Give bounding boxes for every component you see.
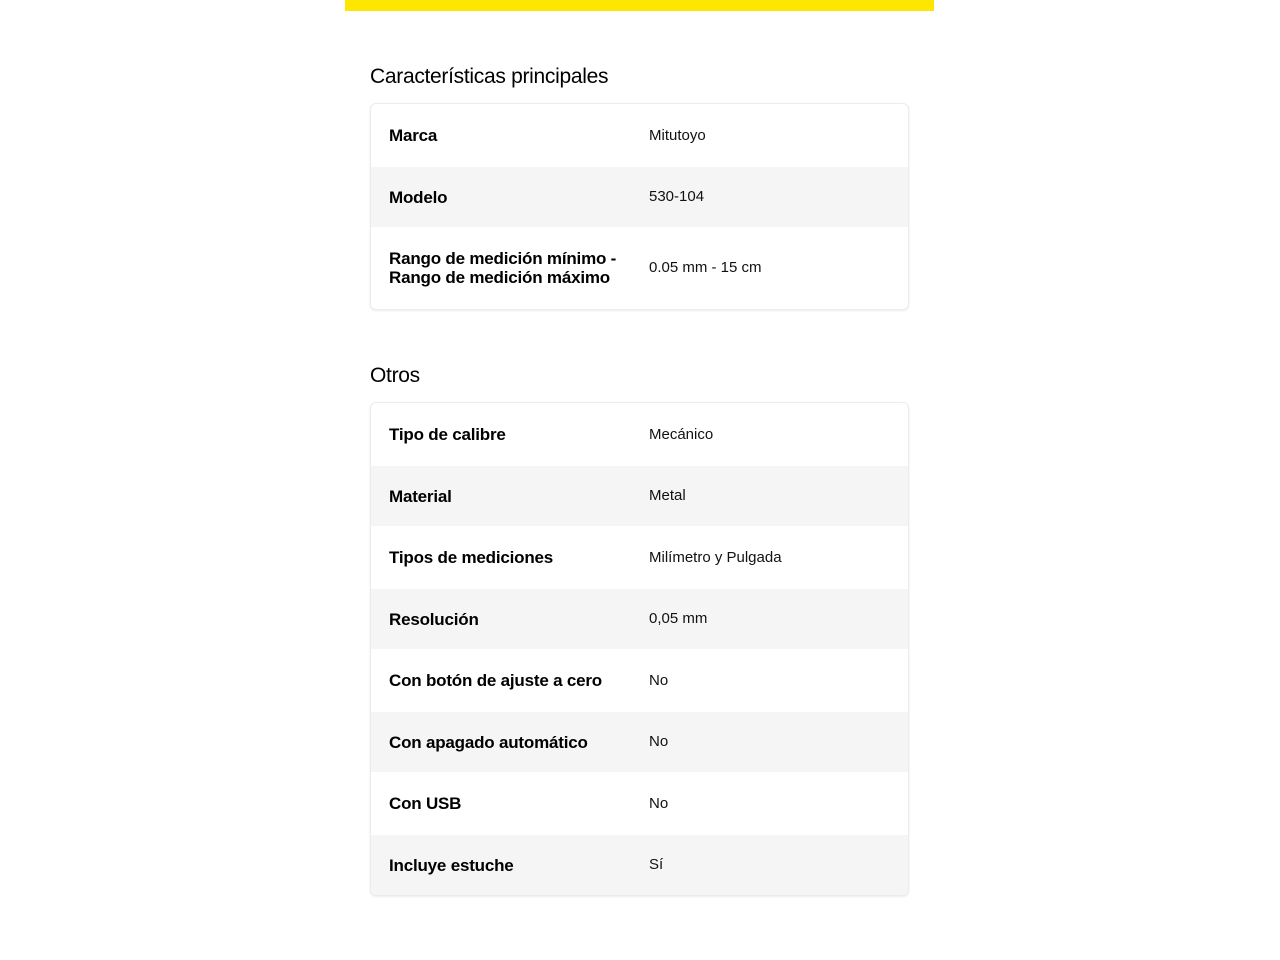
spec-label: Resolución (389, 609, 479, 629)
spec-value: 0,05 mm (649, 610, 708, 627)
spec-value: No (649, 794, 669, 812)
spec-value: Milímetro y Pulgada (649, 548, 782, 566)
table-row (371, 712, 908, 772)
table-row (371, 167, 908, 227)
spec-value: No (649, 671, 669, 689)
main-features-table (370, 103, 909, 310)
spec-label: Modelo (389, 187, 448, 207)
spec-label: Con apagado automático (389, 732, 588, 752)
spec-label: Incluye estuche (389, 855, 514, 875)
table-row (371, 649, 908, 712)
top-accent-bar (345, 0, 934, 11)
table-row (371, 589, 908, 649)
spec-label: Rango de medición mínimo - Rango de medición máximo (389, 249, 617, 287)
spec-label: Con botón de ajuste a cero (389, 671, 602, 690)
spec-label: Material (389, 486, 452, 506)
spec-value: No (649, 733, 669, 750)
spec-value: Mecánico (649, 425, 714, 443)
table-row (371, 835, 908, 895)
spec-value: 530-104 (649, 188, 705, 205)
table-row (371, 104, 908, 167)
spec-value: Sí (649, 856, 664, 873)
section-title-others: Otros (370, 364, 420, 388)
others-table (370, 402, 909, 896)
spec-value: Metal (649, 487, 686, 504)
spec-label: Tipo de calibre (389, 425, 506, 444)
table-row (371, 403, 908, 466)
section-title-main-features: Características principales (370, 65, 609, 89)
table-row (371, 772, 908, 835)
table-row (371, 466, 908, 526)
spec-label: Con USB (389, 794, 462, 813)
spec-label: Marca (389, 126, 438, 145)
table-row (371, 227, 908, 309)
spec-value: Mitutoyo (649, 126, 706, 144)
table-row (371, 526, 908, 589)
spec-value: 0.05 mm - 15 cm (649, 259, 762, 276)
spec-label: Tipos de mediciones (389, 548, 554, 567)
